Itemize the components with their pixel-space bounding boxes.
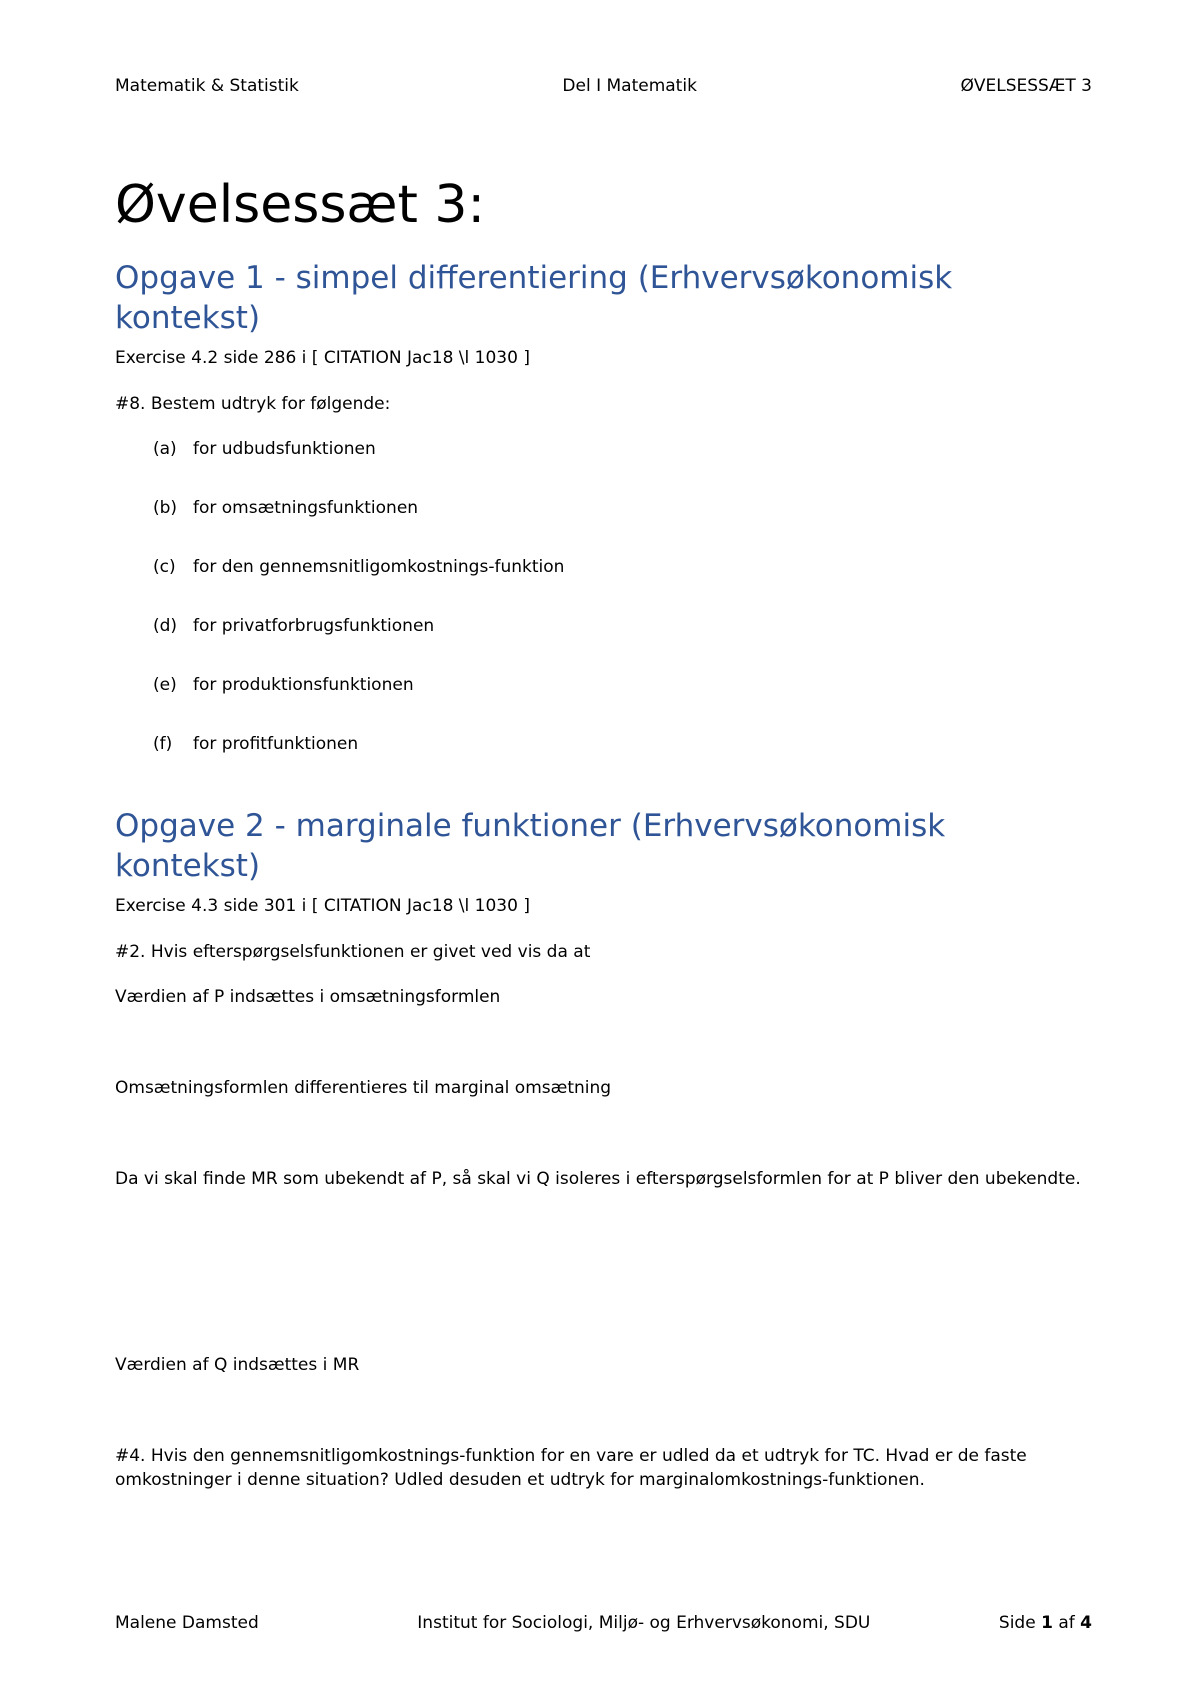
list-item-marker: (e)	[153, 675, 177, 695]
task2-step-1: Værdien af P indsættes i omsætningsformlen	[115, 987, 501, 1007]
task2-question-4: #4. Hvis den gennemsnitligomkostnings-funktion for en vare er udled da et udtryk for TC. Hvad er de faste omkostninger i denne situation? Udled desuden et udtryk for marginalomkostnings-funktionen.	[115, 1446, 1027, 1490]
list-item-marker: (f)	[153, 734, 173, 754]
page-footer	[115, 1613, 1092, 1633]
task1-intro: #8. Bestem udtryk for følgende:	[115, 394, 391, 414]
list-item-text: for omsætningsfunktionen	[193, 498, 419, 518]
document-body	[115, 170, 1095, 1492]
page-header	[115, 76, 1092, 96]
page-number-prefix: Side	[998, 1613, 1042, 1633]
header-set: ØVELSESSÆT 3	[960, 76, 1092, 96]
task1-heading: Opgave 1 - simpel differentiering (Erhvervsøkonomisk kontekst)	[115, 260, 953, 336]
footer-author: Malene Damsted	[115, 1613, 259, 1633]
list-item-marker: (a)	[153, 439, 177, 459]
list-item-text: for den gennemsnitligomkostnings-funktion	[193, 557, 565, 577]
page-title: Øvelsessæt 3:	[115, 175, 485, 235]
list-item-marker: (c)	[153, 557, 176, 577]
task2-heading: Opgave 2 - marginale funktioner (Erhvervsøkonomisk kontekst)	[115, 808, 946, 884]
list-item-marker: (b)	[153, 498, 178, 518]
task1-list	[115, 437, 1095, 756]
page-number-current: 1	[1041, 1613, 1053, 1633]
footer-institute: Institut for Sociologi, Miljø- og Erhvervsøkonomi, SDU	[417, 1613, 871, 1633]
list-item	[115, 732, 1095, 756]
page-number	[999, 1613, 1092, 1633]
list-item-text: for profitfunktionen	[193, 734, 359, 754]
page-number-total: 4	[1080, 1613, 1092, 1633]
header-course: Matematik & Statistik	[115, 76, 299, 96]
task2-step-3: Da vi skal finde MR som ubekendt af P, så skal vi Q isoleres i efterspørgselsformlen for at P bliver den ubekendte.	[115, 1169, 1081, 1189]
page-number-separator: af	[1052, 1613, 1081, 1633]
task1-exercise-ref: Exercise 4.2 side 286 i [ CITATION Jac18 \l 1030 ]	[115, 348, 530, 368]
task2-question-2: #2. Hvis efterspørgselsfunktionen er givet ved vis da at	[115, 942, 591, 962]
list-item	[115, 496, 1095, 520]
list-item	[115, 673, 1095, 697]
list-item-marker: (d)	[153, 616, 178, 636]
header-part: Del I Matematik	[562, 76, 697, 96]
list-item	[115, 614, 1095, 638]
task2-exercise-ref: Exercise 4.3 side 301 i [ CITATION Jac18 \l 1030 ]	[115, 896, 530, 916]
list-item	[115, 437, 1095, 461]
list-item-text: for privatforbrugsfunktionen	[193, 616, 435, 636]
task2-step-2: Omsætningsformlen differentieres til marginal omsætning	[115, 1078, 612, 1098]
list-item-text: for produktionsfunktionen	[193, 675, 414, 695]
list-item-text: for udbudsfunktionen	[193, 439, 376, 459]
list-item	[115, 555, 1095, 579]
task2-step-4: Værdien af Q indsættes i MR	[115, 1355, 360, 1375]
